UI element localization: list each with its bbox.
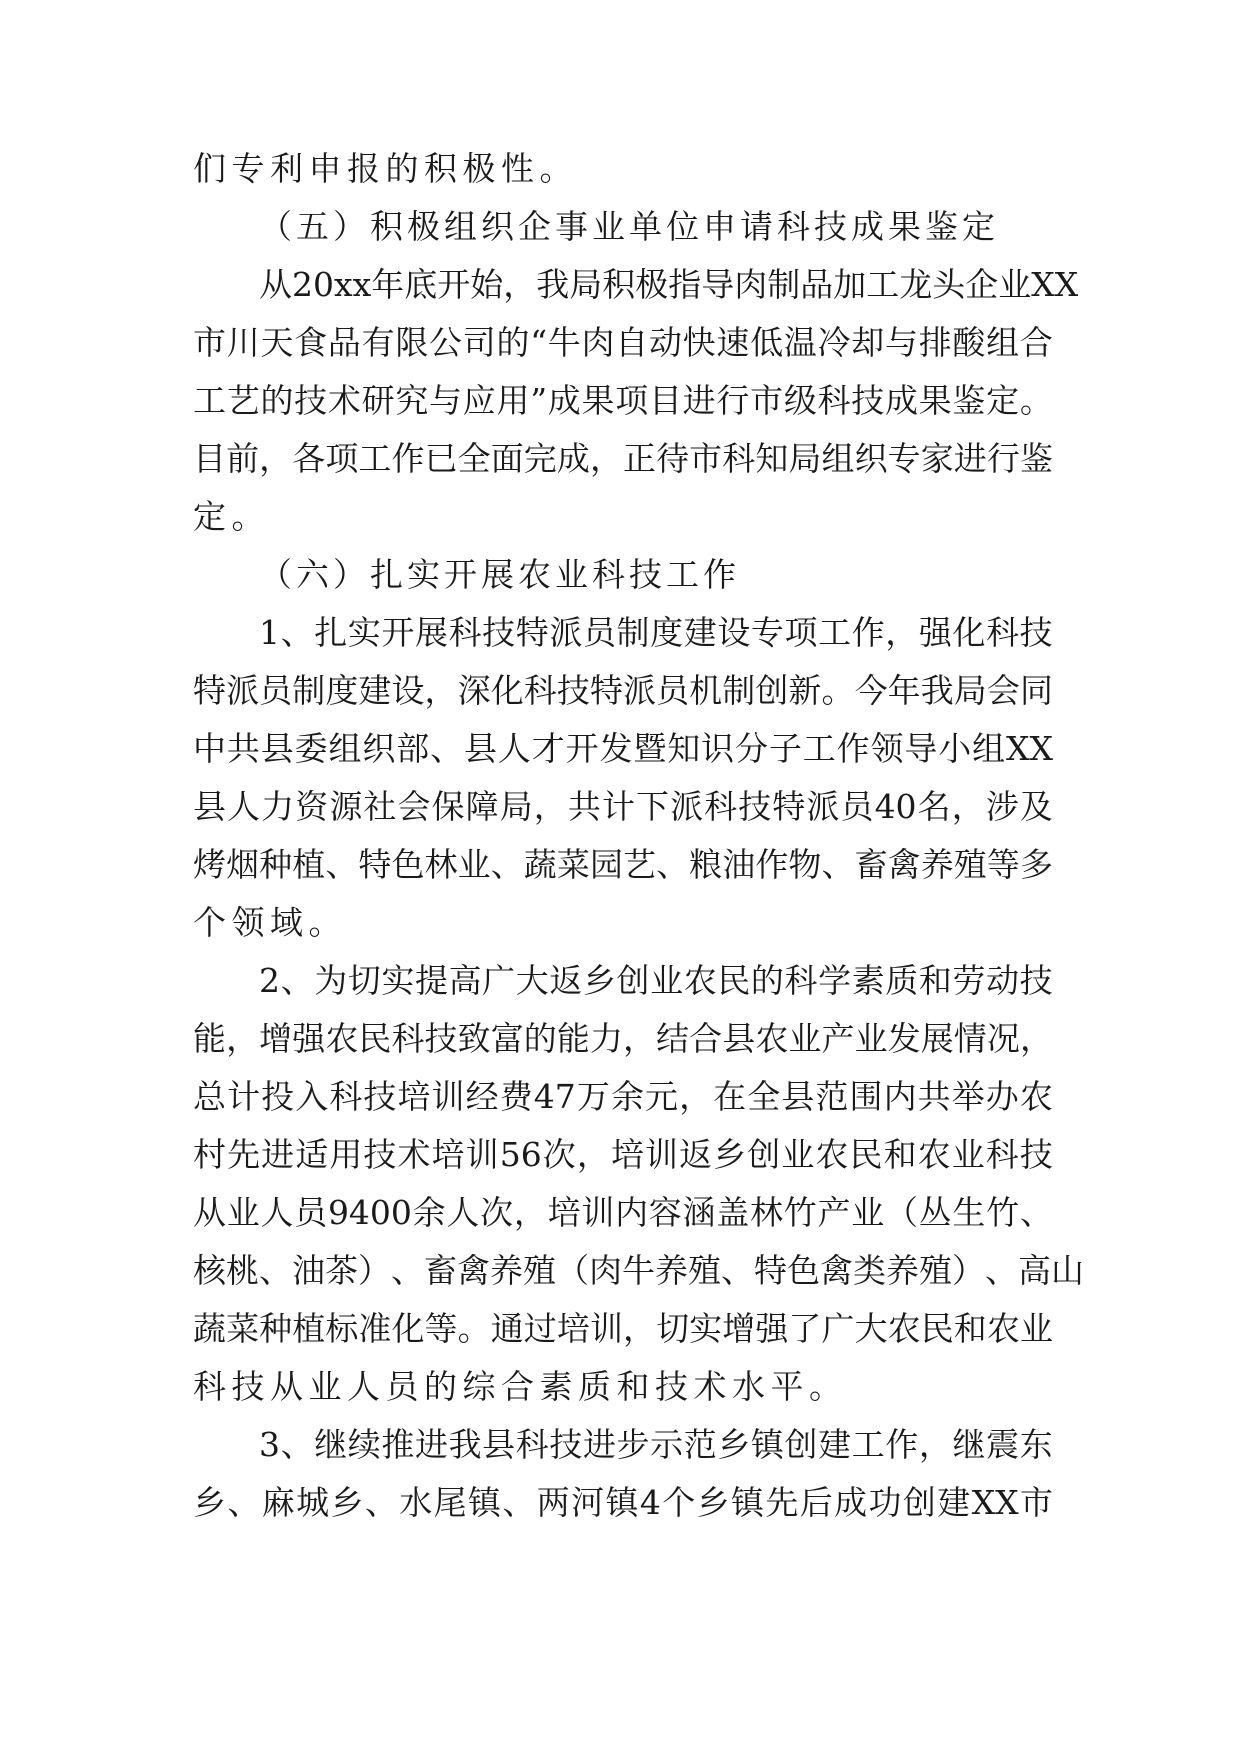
text-line: 定。	[193, 497, 270, 536]
text-line: 县 人 力 资 源 社 会 保 障 局 ， 共 计 下 派 科 技 特 派 员 40 名 ， 涉 及	[193, 787, 1053, 826]
text-line: 2 、 为 切 实 提 高 广 大 返 乡 创 业 农 民 的 科 学 素 质 和 劳 动 技	[259, 961, 1053, 1000]
text-line: 特 派 员 制 度 建 设 ， 深 化 科 技 特 派 员 机 制 创 新 。 今 年 我 局 会 同	[193, 671, 1053, 710]
text-line: 中 共 县 委 组 织 部 、 县 人 才 开 发 暨 知 识 分 子 工 作 领 导 小 组 XX	[193, 729, 1053, 768]
document-body	[193, 140, 1084, 1532]
text-line: 从 业 人 员 9400 余 人 次 ， 培 训 内 容 涵 盖 林 竹 产 业 （ 丛 生 竹 、	[193, 1193, 1053, 1232]
section-heading: （六）扎实开展农业科技工作	[259, 555, 740, 594]
text-line: 乡 、 麻 城 乡 、 水 尾 镇 、 两 河 镇 4 个 乡 镇 先 后 成 功 创 建 XX 市	[193, 1483, 1053, 1522]
text-line: 核 桃 、 油 茶 ） 、 畜 禽 养 殖 （ 肉 牛 养 殖 、 特 色 禽 类 养 殖 ） 、 高 山	[193, 1251, 1084, 1290]
text-line: 目 前 ， 各 项 工 作 已 全 面 完 成 ， 正 待 市 科 知 局 组 织 专 家 进 行 鉴	[193, 439, 1053, 478]
text-line: 工 艺 的 技 术 研 究 与 应 用 ” 成 果 项 目 进 行 市 级 科 技 成 果 鉴 定 。	[193, 381, 1053, 420]
text-line: 从 20xx 年 底 开 始 ， 我 局 积 极 指 导 肉 制 品 加 工 龙 头 企 业 XX	[259, 265, 1079, 304]
text-line: 烤 烟 种 植 、 特 色 林 业 、 蔬 菜 园 艺 、 粮 油 作 物 、 畜 禽 养 殖 等 多	[193, 845, 1053, 884]
section-heading: （五）积极组织企事业单位申请科技成果鉴定	[259, 207, 999, 246]
text-line: 科技从业人员的综合素质和技术水平。	[193, 1367, 848, 1406]
text-line: 村 先 进 适 用 技 术 培 训 56 次 ， 培 训 返 乡 创 业 农 民 和 农 业 科 技	[193, 1135, 1053, 1174]
text-line: 总 计 投 入 科 技 培 训 经 费 47 万 余 元 ， 在 全 县 范 围 内 共 举 办 农	[193, 1077, 1053, 1116]
text-line: 们专利申报的积极性。	[193, 149, 578, 188]
text-line: 能 ， 增 强 农 民 科 技 致 富 的 能 力 ， 结 合 县 农 业 产 业 发 展 情 况 ，	[193, 1019, 1053, 1058]
text-line: 蔬 菜 种 植 标 准 化 等 。 通 过 培 训 ， 切 实 增 强 了 广 大 农 民 和 农 业	[193, 1309, 1053, 1348]
text-line: 个领域。	[193, 903, 347, 942]
text-line: 1 、 扎 实 开 展 科 技 特 派 员 制 度 建 设 专 项 工 作 ， 强 化 科 技	[259, 613, 1053, 652]
text-line: 市 川 天 食 品 有 限 公 司 的 “ 牛 肉 自 动 快 速 低 温 冷 却 与 排 酸 组 合	[193, 323, 1053, 362]
text-line: 3 、 继 续 推 进 我 县 科 技 进 步 示 范 乡 镇 创 建 工 作 ， 继 震 东	[259, 1425, 1053, 1464]
